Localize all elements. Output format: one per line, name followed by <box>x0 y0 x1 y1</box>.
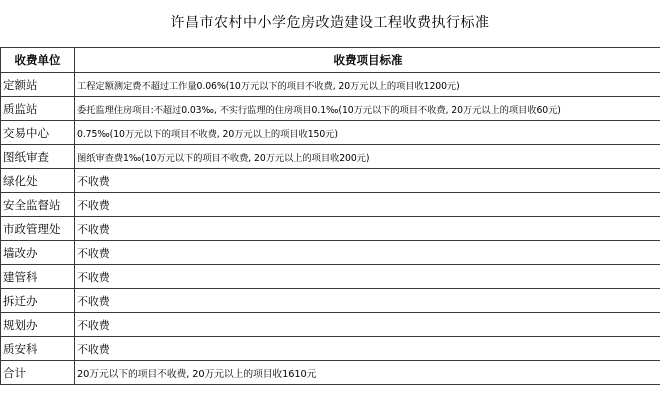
unit-cell[interactable]: 图纸审查 <box>1 145 75 169</box>
standard-cell[interactable]: 不收费 <box>75 289 660 313</box>
table-row <box>1 313 660 337</box>
unit-cell[interactable]: 绿化处 <box>1 169 75 193</box>
standard-cell[interactable]: 不收费 <box>75 313 660 337</box>
table-row <box>1 73 660 97</box>
table-row <box>1 265 660 289</box>
header-standard-cell[interactable]: 收费项目标准 <box>75 48 660 73</box>
table-row <box>1 337 660 361</box>
unit-cell[interactable]: 质安科 <box>1 337 75 361</box>
total-standard-cell[interactable]: 20万元以下的项目不收费, 20万元以上的项目收1610元 <box>75 361 660 385</box>
standard-cell[interactable]: 不收费 <box>75 193 660 217</box>
table-row <box>1 241 660 265</box>
table-header-row <box>1 48 660 73</box>
unit-cell[interactable]: 规划办 <box>1 313 75 337</box>
header-unit-cell[interactable]: 收费单位 <box>1 48 75 73</box>
table-row <box>1 145 660 169</box>
standard-cell[interactable]: 工程定额测定费不超过工作量0.06%(10万元以下的项目不收费, 20万元以上的项目收1200元) <box>75 73 660 97</box>
unit-cell[interactable]: 交易中心 <box>1 121 75 145</box>
unit-cell[interactable]: 安全监督站 <box>1 193 75 217</box>
standard-cell[interactable]: 图纸审查费1‰(10万元以下的项目不收费, 20万元以上的项目收200元) <box>75 145 660 169</box>
unit-cell[interactable]: 市政管理处 <box>1 217 75 241</box>
unit-cell[interactable]: 定额站 <box>1 73 75 97</box>
table-title: 许昌市农村中小学危房改造建设工程收费执行标准 <box>170 15 490 31</box>
unit-cell[interactable]: 建管科 <box>1 265 75 289</box>
table-row <box>1 169 660 193</box>
table-row <box>1 217 660 241</box>
fee-standard-table <box>0 47 660 385</box>
standard-cell[interactable]: 不收费 <box>75 337 660 361</box>
standard-cell[interactable]: 委托监理住房项目:不超过0.03‰, 不实行监理的住房项目0.1‰(10万元以下的项目不收费, 20万元以上的项目收60元) <box>75 97 660 121</box>
total-label-cell[interactable]: 合计 <box>1 361 75 385</box>
standard-cell[interactable]: 不收费 <box>75 241 660 265</box>
unit-cell[interactable]: 拆迁办 <box>1 289 75 313</box>
table-row <box>1 121 660 145</box>
table-row <box>1 193 660 217</box>
unit-cell[interactable]: 质监站 <box>1 97 75 121</box>
standard-cell[interactable]: 不收费 <box>75 169 660 193</box>
unit-cell[interactable]: 墙改办 <box>1 241 75 265</box>
table-row <box>1 97 660 121</box>
standard-cell[interactable]: 不收费 <box>75 265 660 289</box>
standard-cell[interactable]: 0.75‰(10万元以下的项目不收费, 20万元以上的项目收150元) <box>75 121 660 145</box>
table-row <box>1 289 660 313</box>
total-row <box>1 361 660 385</box>
standard-cell[interactable]: 不收费 <box>75 217 660 241</box>
